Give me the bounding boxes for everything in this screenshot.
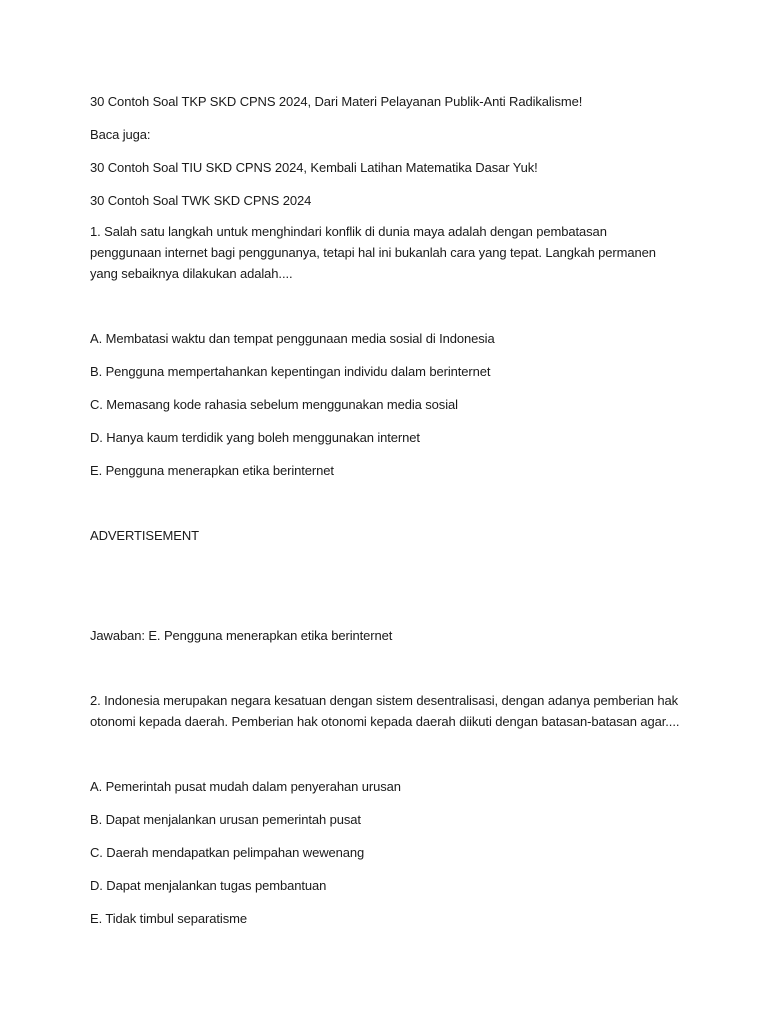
question-1-text: 1. Salah satu langkah untuk menghindari konflik di dunia maya adalah dengan pembatasan penggunaan internet bagi penggunanya, tetapi hal ini bukanlah cara yang tepat. Langkah permanen yang sebaiknya dilakukan adalah.... bbox=[90, 224, 656, 281]
question-2-option-b: B. Dapat menjalankan urusan pemerintah pusat bbox=[90, 812, 361, 827]
question-2-text: 2. Indonesia merupakan negara kesatuan dengan sistem desentralisasi, dengan adanya pemberian hak otonomi kepada daerah. Pemberian hak otonomi kepada daerah diikuti dengan batasan-batasan agar.... bbox=[90, 693, 680, 729]
related-article-link[interactable]: 30 Contoh Soal TIU SKD CPNS 2024, Kembali Latihan Matematika Dasar Yuk! bbox=[90, 160, 538, 175]
question-2-option-c: C. Daerah mendapatkan pelimpahan wewenang bbox=[90, 845, 365, 860]
article-title: 30 Contoh Soal TKP SKD CPNS 2024, Dari Materi Pelayanan Publik-Anti Radikalisme! bbox=[90, 94, 583, 109]
question-1-option-a: A. Membatasi waktu dan tempat penggunaan media sosial di Indonesia bbox=[90, 331, 495, 346]
question-1-option-b: B. Pengguna mempertahankan kepentingan individu dalam berinternet bbox=[90, 364, 491, 379]
advertisement-label: ADVERTISEMENT bbox=[90, 528, 199, 543]
baca-juga-label: Baca juga: bbox=[90, 127, 151, 142]
question-1-answer: Jawaban: E. Pengguna menerapkan etika berinternet bbox=[90, 628, 393, 643]
question-1-option-c: C. Memasang kode rahasia sebelum menggunakan media sosial bbox=[90, 397, 458, 412]
question-1-option-d: D. Hanya kaum terdidik yang boleh menggunakan internet bbox=[90, 430, 420, 445]
question-2-option-e: E. Tidak timbul separatisme bbox=[90, 911, 247, 926]
related-article-link[interactable]: 30 Contoh Soal TWK SKD CPNS 2024 bbox=[90, 193, 312, 208]
question-2-option-d: D. Dapat menjalankan tugas pembantuan bbox=[90, 878, 327, 893]
question-1-option-e: E. Pengguna menerapkan etika berinternet bbox=[90, 463, 334, 478]
question-2-option-a: A. Pemerintah pusat mudah dalam penyerahan urusan bbox=[90, 779, 401, 794]
